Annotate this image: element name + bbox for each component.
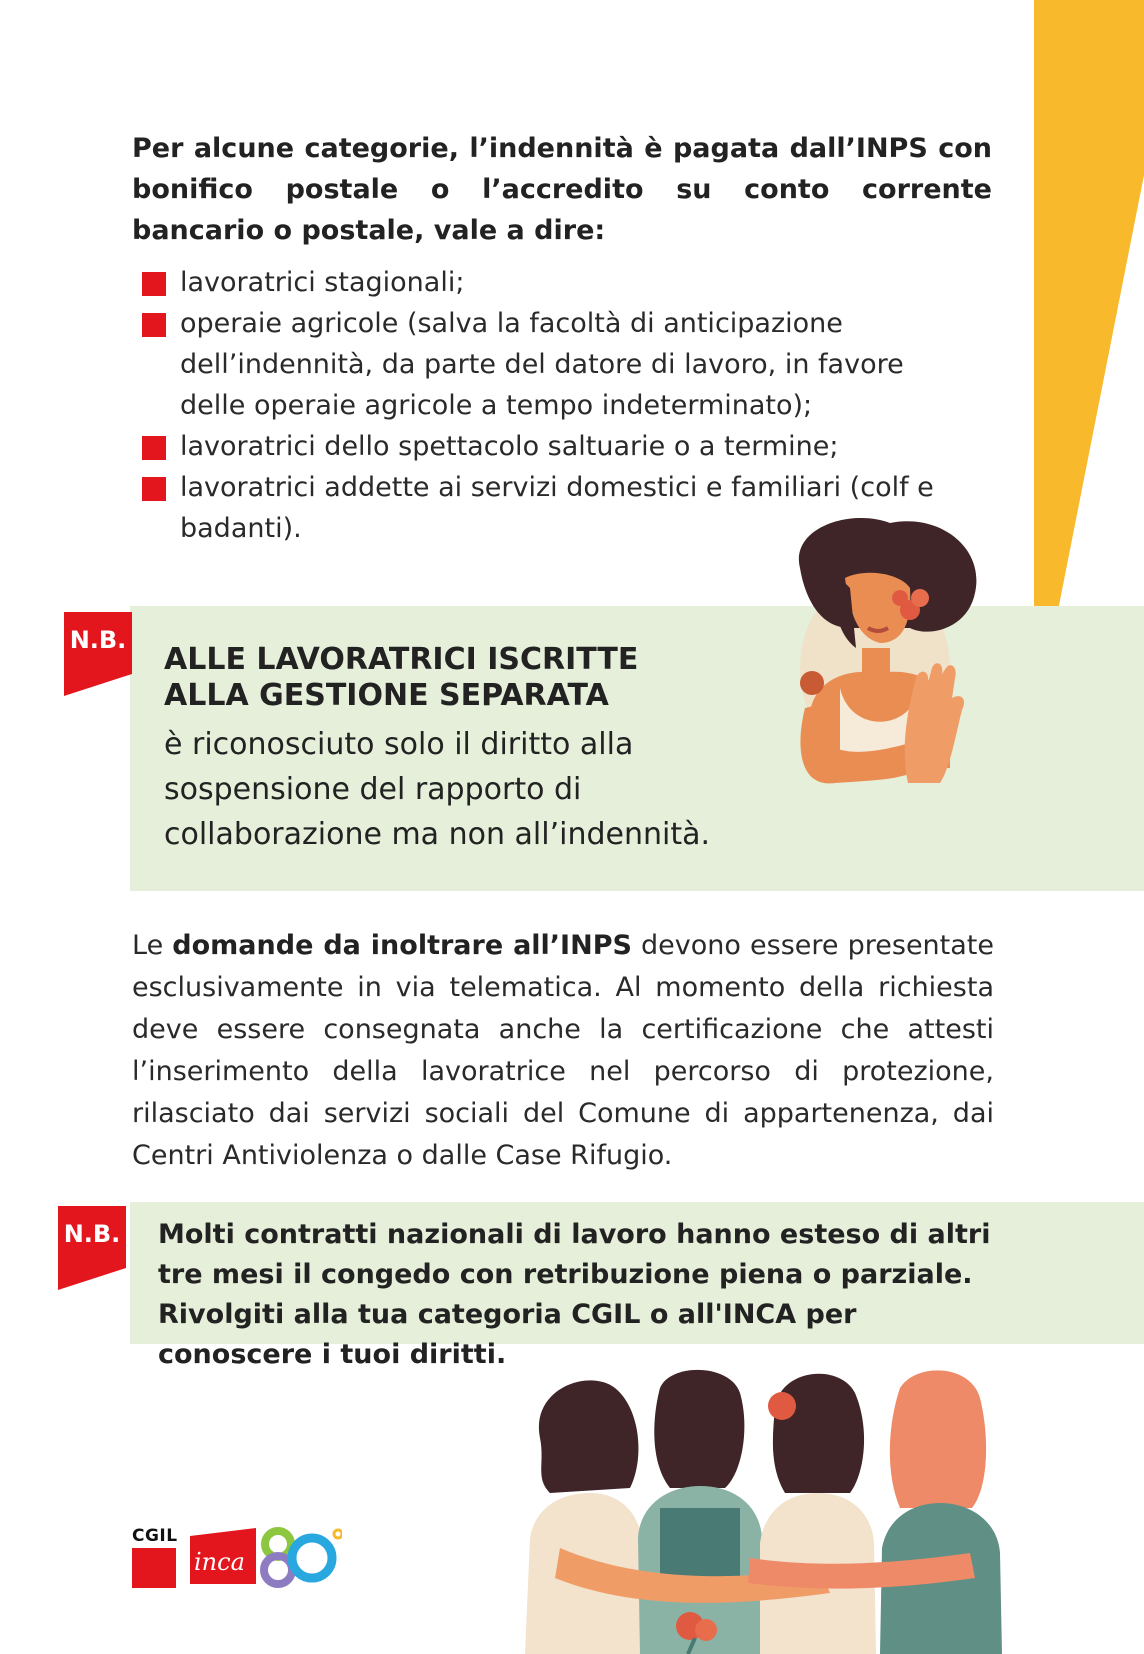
red-square-bullet-icon (142, 272, 166, 296)
list-item (140, 303, 970, 426)
intro-paragraph: Per alcune categorie, l’indennità è pagata dall’INPS con bonifico postale o l’accredito su conto corrente bancario o postale, vale a dire: (132, 133, 992, 246)
list-item-text: lavoratrici addette ai servizi domestici e familiari (colf e badanti). (180, 472, 934, 544)
list-item-text: operaie agricole (salva la facoltà di anticipazione dell’indennità, da parte del datore di lavoro, in favore delle operaie agricole a tempo indeterminato); (180, 308, 904, 421)
cgil-logo-text: CGIL (132, 1526, 178, 1546)
woman-stop-gesture-illustration (790, 518, 990, 828)
women-group-illustration (520, 1368, 1040, 1654)
eligibility-list (140, 262, 970, 549)
paragraph-emphasis: domande da inoltrare all’INPS (172, 930, 632, 961)
nb1-body: è riconosciuto solo il diritto alla sospensione del rapporto di collaborazione ma non all’indennità. (164, 727, 711, 852)
list-item-text: lavoratrici dello spettacolo saltuarie o a termine; (180, 431, 839, 462)
nb1-title-line-2: ALLA GESTIONE SEPARATA (164, 678, 609, 713)
red-square-bullet-icon (142, 477, 166, 501)
red-square-bullet-icon (142, 313, 166, 337)
nb-label: N.B. (69, 626, 127, 654)
nb-flag-2 (58, 1206, 126, 1294)
nb-label: N.B. (63, 1220, 121, 1248)
inca-logo-text: inca (194, 1548, 245, 1576)
eighty-anniversary-logo-icon (254, 1526, 342, 1588)
nb2-body: Molti contratti nazionali di lavoro hanno esteso di altri tre mesi il congedo con retribuzione piena o parziale. Rivolgiti alla tua categoria CGIL o all'INCA per conoscere i tuoi diritti. (158, 1219, 991, 1370)
list-item (140, 262, 970, 303)
cgil-logo-icon (132, 1548, 176, 1588)
red-flag-icon (58, 1206, 126, 1290)
list-item (140, 426, 970, 467)
paragraph-lead: Le (132, 930, 173, 961)
application-paragraph (132, 925, 994, 1177)
nb1-title (164, 642, 638, 714)
red-square-bullet-icon (142, 436, 166, 460)
nb-flag-1 (64, 612, 132, 700)
red-flag-icon (64, 612, 132, 696)
paragraph-rest: devono essere presentate esclusivamente in via telematica. Al momento della richiesta deve essere consegnata anche la certificazione che attesti l’inserimento della lavoratrice nel percorso di protezione, rilasciato dai servizi sociali del Comune di appartenenza, dai Centri Antiviolenza o dalle Case Rifugio. (132, 930, 994, 1171)
list-item-text: lavoratrici stagionali; (180, 267, 465, 298)
nb1-title-line-1: ALLE LAVORATRICI ISCRITTE (164, 642, 639, 677)
